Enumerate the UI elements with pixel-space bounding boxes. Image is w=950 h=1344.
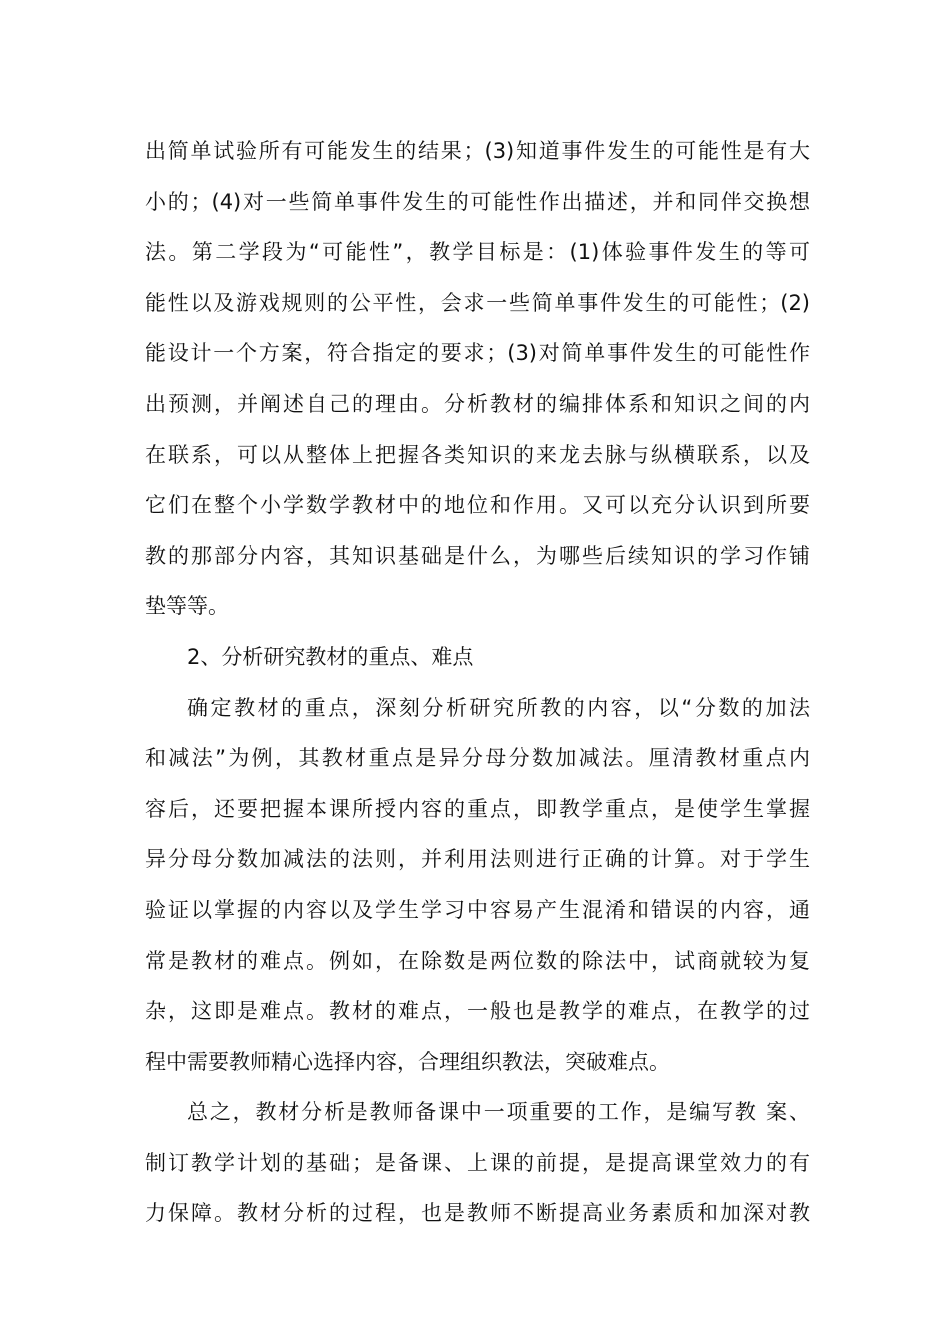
text-line: 能设计一个方案，符合指定的要求；(3)对简单事件发生的可能性作 — [145, 341, 810, 366]
paragraph-key-difficult-points — [145, 683, 810, 1088]
text-line: 总之，教材分析是教师备课中一项重要的工作，是编写教 案、 — [187, 1100, 810, 1125]
text-line: 确定教材的重点，深刻分析研究所教的内容，以“分数的加法 — [187, 695, 810, 720]
text-line: 能性以及游戏规则的公平性，会求一些简单事件发生的可能性；(2) — [145, 290, 810, 315]
text-line: 杂，这即是难点。教材的难点，一般也是教学的难点，在教学的过 — [145, 999, 810, 1024]
text-line: 它们在整个小学数学教材中的地位和作用。又可以充分认识到所要 — [145, 493, 810, 518]
text-line: 出简单试验所有可能发生的结果；(3)知道事件发生的可能性是有大 — [145, 139, 810, 163]
text-line: 小的；(4)对一些简单事件发生的可能性作出描述，并和同伴交换想 — [145, 189, 810, 214]
paragraph-summary — [145, 1087, 810, 1239]
paragraph-probability-goals — [145, 126, 810, 632]
text-line: 容后，还要把握本课所授内容的重点，即教学重点，是使学生掌握 — [145, 796, 810, 821]
section-heading — [145, 632, 810, 683]
text-line: 制订教学计划的基础；是备课、上课的前提，是提高课堂效力的有 — [145, 1150, 810, 1175]
text-line: 程中需要教师精心选择内容，合理组织教法，突破难点。 — [145, 1049, 670, 1074]
text-line: 在联系，可以从整体上把握各类知识的来龙去脉与纵横联系，以及 — [145, 442, 810, 467]
text-line: 教的那部分内容，其知识基础是什么，为哪些后续知识的学习作铺 — [145, 543, 810, 568]
section-heading-text: 2、分析研究教材的重点、难点 — [187, 644, 474, 669]
text-line: 异分母分数加减法的法则，并利用法则进行正确的计算。对于学生 — [145, 847, 810, 872]
text-line: 垫等等。 — [145, 594, 229, 619]
text-line: 力保障。教材分析的过程，也是教师不断提高业务素质和加深对教 — [145, 1201, 810, 1226]
text-line: 验证以掌握的内容以及学生学习中容易产生混淆和错误的内容，通 — [145, 897, 810, 922]
text-line: 出预测，并阐述自己的理由。分析教材的编排体系和知识之间的内 — [145, 391, 810, 416]
text-line: 常是教材的难点。例如，在除数是两位数的除法中，试商就较为复 — [145, 948, 810, 973]
body-text — [145, 126, 810, 1239]
text-line: 法。第二学段为“可能性”，教学目标是：(1)体验事件发生的等可 — [145, 240, 810, 265]
text-line: 和减法”为例，其教材重点是异分母分数加减法。厘清教材重点内 — [145, 746, 810, 771]
